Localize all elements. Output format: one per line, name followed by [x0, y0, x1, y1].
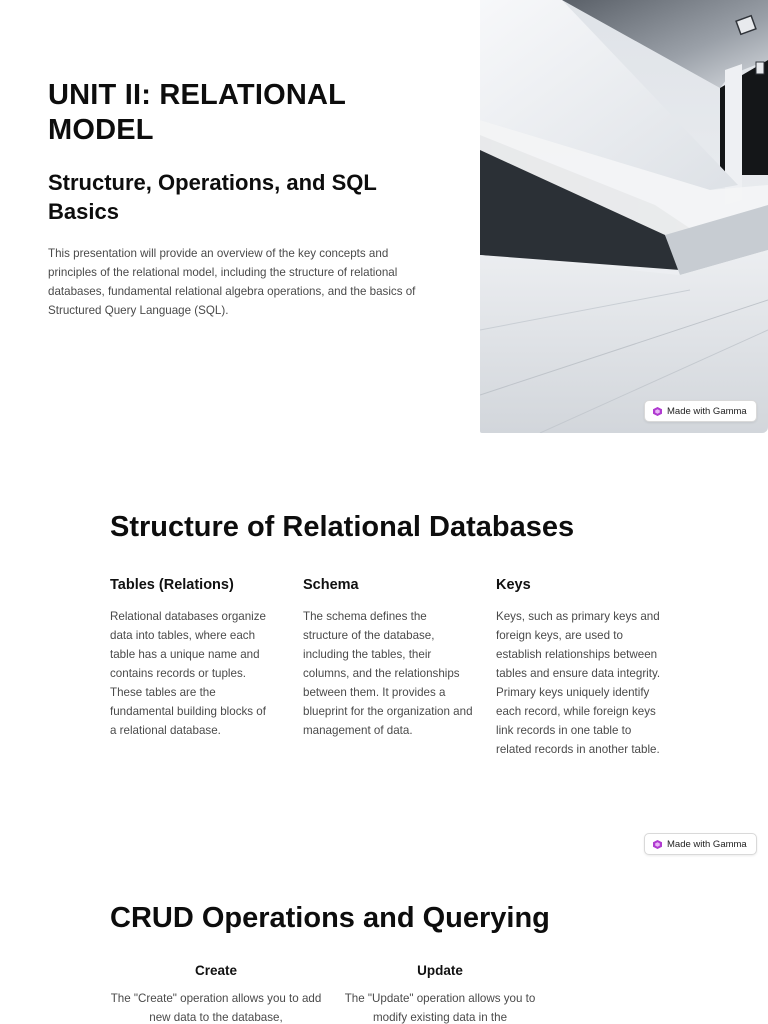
- column-heading: Update: [417, 963, 463, 978]
- slide-structure-title: Structure of Relational Databases: [110, 511, 575, 543]
- gamma-logo-icon: [653, 840, 662, 849]
- column-heading: Keys: [496, 577, 531, 593]
- made-with-gamma-badge[interactable]: [644, 833, 757, 855]
- gamma-logo-icon: [653, 407, 662, 416]
- column-schema: [303, 576, 473, 740]
- hero-image: [480, 0, 768, 433]
- column-body: The "Update" operation allows you to modify existing data in the: [344, 992, 536, 1024]
- badge-label: Made with Gamma: [667, 838, 747, 850]
- column-update: [334, 962, 546, 1024]
- column-heading: Create: [194, 963, 238, 978]
- column-heading: Schema: [303, 577, 359, 593]
- column-body: The schema defines the structure of the database, including the tables, their columns, and the relationships between them. It provides a blueprint for the organization and management of data.: [303, 610, 473, 737]
- slide-subtitle: Structure, Operations, and SQL Basics: [48, 170, 377, 224]
- column-create: [110, 962, 322, 1024]
- column-tables: [110, 576, 275, 740]
- slide-title-heading: UNIT II: RELATIONAL MODEL: [48, 79, 346, 146]
- badge-label: Made with Gamma: [667, 405, 747, 417]
- column-body: Relational databases organize data into tables, where each table has a unique name and contains records or tuples. These tables are the fundamental building blocks of a relational database.: [110, 610, 266, 737]
- slide-crud-title: CRUD Operations and Querying: [110, 902, 550, 934]
- slide-title: [0, 0, 768, 434]
- column-keys: [496, 576, 661, 759]
- column-body: Keys, such as primary keys and foreign keys, are used to establish relationships between tables and ensure data integrity. Primary keys uniquely identify each record, while foreign keys link records in one table to related records in another table.: [496, 610, 661, 756]
- slide-intro-text: This presentation will provide an overview of the key concepts and principles of the relational model, including the structure of relational databases, fundamental relational algebra operations, and the basics of Structured Query Language (SQL).: [48, 247, 416, 317]
- column-heading: Tables (Relations): [110, 577, 234, 593]
- made-with-gamma-badge[interactable]: [644, 400, 757, 422]
- column-body: The "Create" operation allows you to add new data to the database,: [110, 992, 322, 1024]
